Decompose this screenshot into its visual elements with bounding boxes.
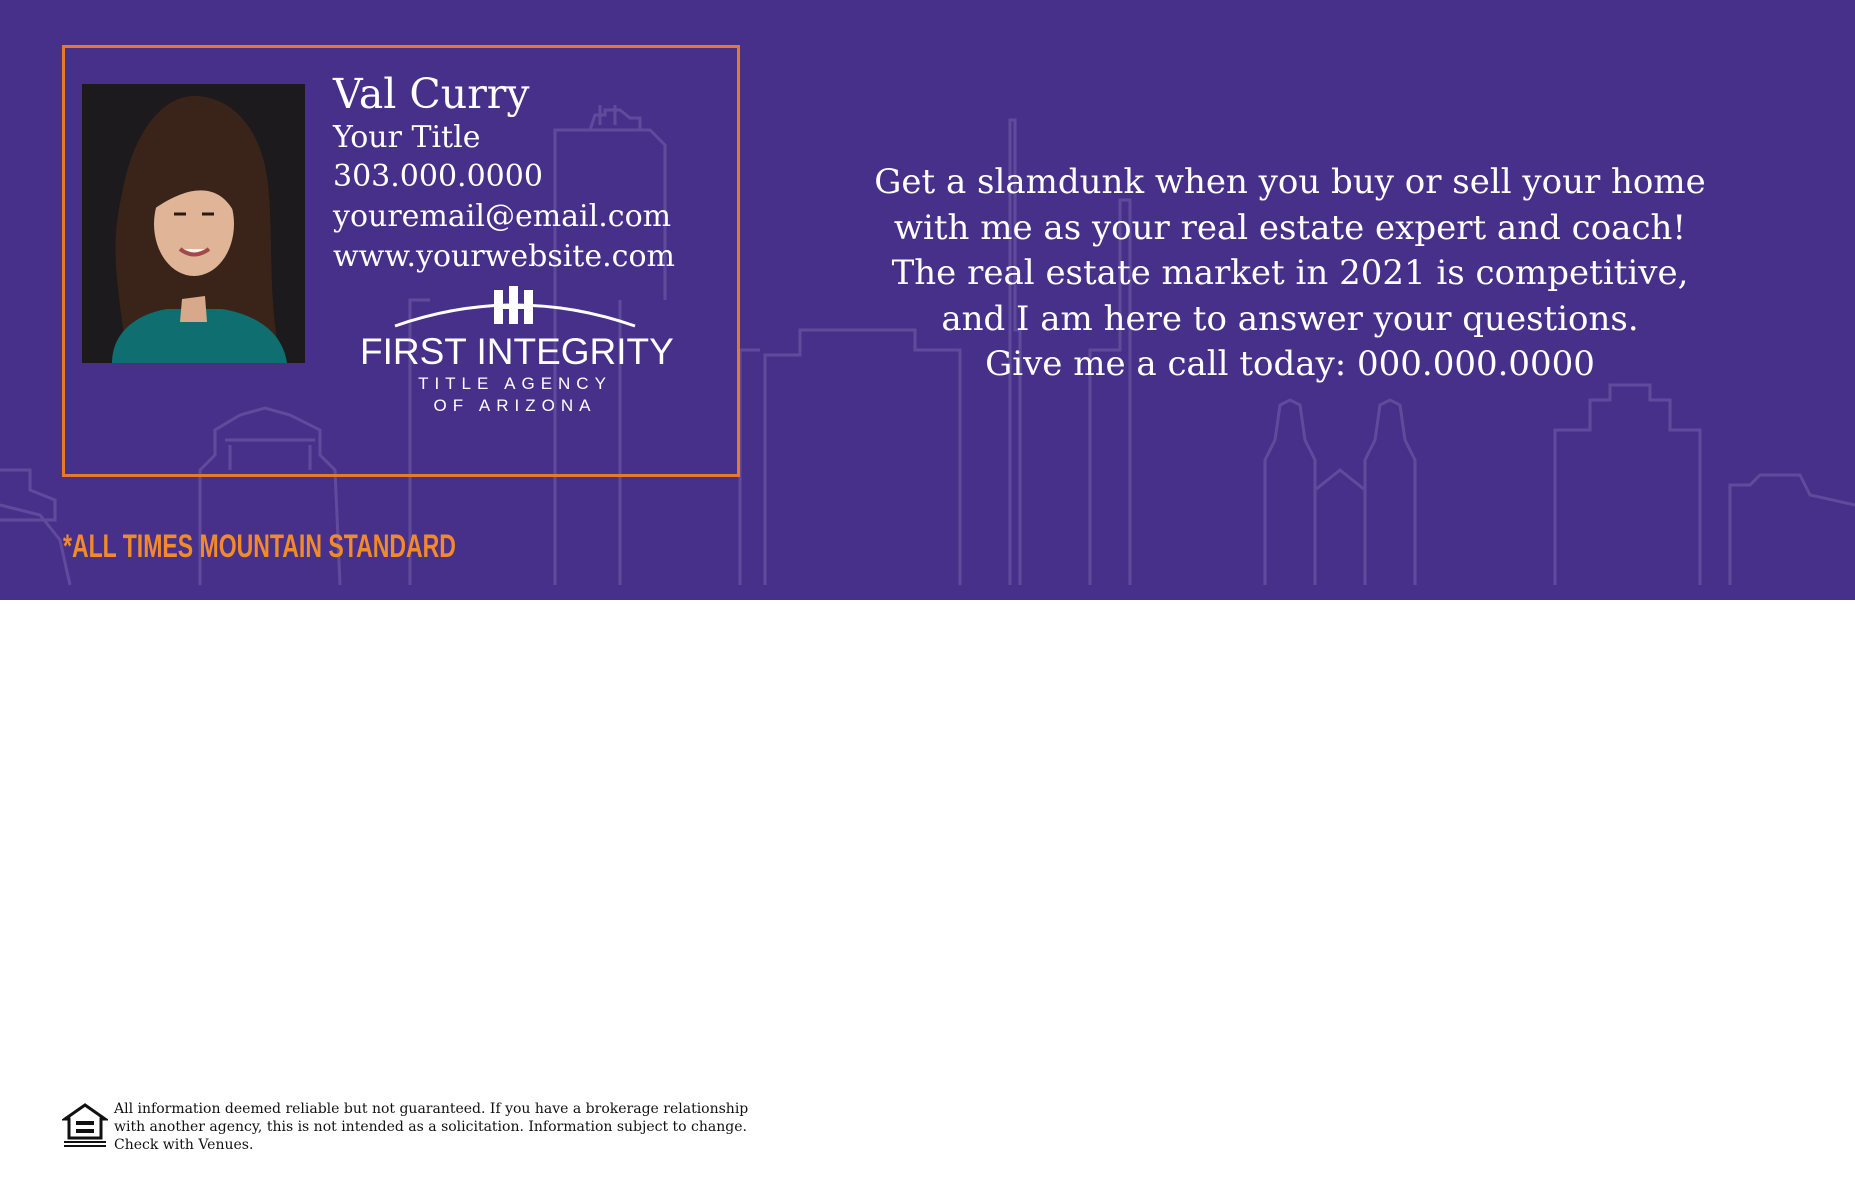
company-name: FIRST INTEGRITY — [360, 331, 674, 372]
company-logo — [360, 284, 674, 415]
agent-photo — [82, 84, 305, 363]
company-subtitle-line2: OF ARIZONA — [433, 396, 597, 415]
time-zone-note: *ALL TIMES MOUNTAIN STANDARD — [63, 528, 456, 564]
promo-message — [855, 160, 1725, 388]
promo-message-line: The real estate market in 2021 is competitive, — [891, 253, 1689, 293]
company-logo-icon — [360, 284, 670, 332]
disclaimer-line: with another agency, this is not intended as a solicitation. Information subject to change. — [114, 1119, 747, 1135]
disclaimer-line: All information deemed reliable but not guaranteed. If you have a brokerage relationship — [114, 1101, 749, 1117]
disclaimer-text — [114, 1100, 794, 1154]
promo-message-line: and I am here to answer your questions. — [941, 298, 1639, 339]
promo-message-line: Give me a call today: 000.000.0000 — [985, 344, 1595, 384]
agent-title: Your Title — [333, 120, 481, 155]
promo-message-line: Get a slamdunk when you buy or sell your home — [874, 162, 1706, 202]
agent-info-card — [62, 45, 740, 477]
agent-website: www.yourwebsite.com — [333, 239, 675, 274]
agent-phone: 303.000.0000 — [333, 159, 543, 194]
agent-email: youremail@email.com — [333, 199, 672, 234]
disclaimer-line: Check with Venues. — [114, 1137, 254, 1153]
promo-message-line: with me as your real estate expert and coach! — [893, 207, 1687, 248]
equal-housing-opportunity-icon — [62, 1102, 108, 1148]
company-subtitle-line1: TITLE AGENCY — [418, 374, 612, 393]
agent-name: Val Curry — [333, 70, 530, 118]
